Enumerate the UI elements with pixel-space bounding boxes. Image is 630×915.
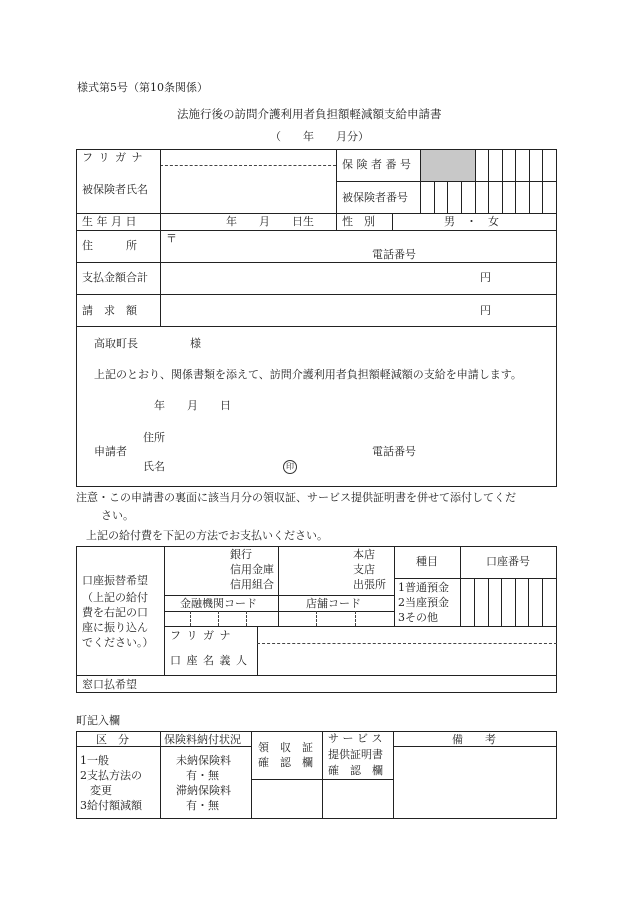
account-kind-option[interactable]: 3その他 (398, 611, 438, 624)
furigana-field[interactable] (162, 150, 334, 164)
category-option: 2支払方法の (80, 769, 142, 782)
claim-amount-field[interactable] (164, 298, 464, 322)
branch-type-option: 出張所 (353, 578, 386, 591)
town-section-title: 町記入欄 (76, 714, 120, 727)
premium-status-item: 有・無 (186, 769, 219, 782)
account-furigana-label: フ リ ガ ナ (170, 629, 232, 642)
transfer-label: 口座振替希望 (82, 574, 148, 587)
application-statement: 上記のとおり、関係書類を添えて、訪問介護利用者負担額軽減額の支給を申請します。 (94, 368, 522, 381)
insured-number-label: 被保険者番号 (342, 191, 408, 204)
premium-status-item: 未納保険料 (176, 754, 231, 767)
note-line-2: さい。 (101, 509, 134, 522)
service-check-header: サ ー ビ ス (328, 732, 383, 745)
seal-mark: 印 (283, 460, 297, 474)
premium-status-item: 有・無 (186, 799, 219, 812)
postal-mark: 〒 (166, 232, 177, 245)
addressee: 高取町長 (94, 337, 138, 350)
kind-header: 種目 (416, 555, 438, 568)
transfer-note: 費を右記の口 (82, 606, 148, 619)
form-number: 様式第5号（第10条関係） (77, 81, 208, 94)
branch-type-option: 支店 (353, 563, 375, 576)
branch-type-option: 本店 (353, 548, 375, 561)
premium-status-header: 保険料納付状況 (164, 733, 241, 746)
yen-unit: 円 (480, 304, 491, 317)
insured-name-label: 被保険者氏名 (82, 183, 148, 196)
category-option: 1一般 (80, 754, 109, 767)
total-amount-label: 支払金額合計 (82, 271, 148, 284)
address-label: 住 所 (82, 239, 137, 252)
total-amount-field[interactable] (164, 266, 464, 290)
applicant-name-label: 氏名 (143, 460, 165, 473)
service-check-header: 提供証明書 (328, 748, 383, 761)
remarks-header: 備 考 (452, 733, 496, 746)
insurer-number-label: 保 険 者 番 号 (342, 158, 411, 171)
claim-amount-label: 請 求 額 (82, 304, 137, 317)
account-holder-field[interactable] (260, 645, 554, 674)
account-number-header: 口座番号 (486, 555, 530, 568)
dob-value[interactable]: 年 月 日生 (226, 215, 314, 228)
applicant-label: 申請者 (94, 445, 127, 458)
bank-code-label: 金融機関コード (180, 597, 257, 610)
payment-instruction: 上記の給付費を下記の方法でお支払いください。 (86, 529, 328, 542)
account-kind-option[interactable]: 1普通預金 (398, 581, 449, 594)
transfer-note: 座に振り込ん (82, 621, 148, 634)
service-check-header: 確 認 欄 (328, 764, 383, 777)
bank-type-option: 信用金庫 (230, 563, 274, 576)
address-field[interactable] (178, 232, 548, 260)
yen-unit: 円 (480, 271, 491, 284)
receipt-check-header: 領 収 証 (258, 741, 313, 754)
note-line-1: 注意・この申請書の裏面に該当月分の領収証、サービス提供証明書を併せて添付してくだ (76, 491, 516, 504)
bank-name-field[interactable] (166, 548, 224, 593)
bank-type-option: 信用組合 (230, 578, 274, 591)
account-furigana-field[interactable] (260, 628, 554, 642)
applicant-address-label: 住所 (143, 431, 165, 444)
phone-label: 電話番号 (372, 248, 416, 261)
insured-name-field[interactable] (162, 167, 334, 212)
sex-options[interactable]: 男 ・ 女 (444, 215, 499, 228)
insurer-number-shaded (421, 150, 475, 181)
branch-code-label: 店舗コード (306, 597, 361, 610)
transfer-note: でください。） (82, 636, 154, 649)
premium-status-item: 滞納保険料 (176, 784, 231, 797)
window-payment-label[interactable]: 窓口払希望 (82, 678, 137, 691)
application-date[interactable]: 年 月 日 (154, 399, 231, 412)
applicant-phone-label: 電話番号 (372, 445, 416, 458)
period-line: （ 年 月分） (270, 130, 369, 143)
category-option: 変更 (90, 784, 112, 797)
category-header: 区 分 (96, 733, 129, 746)
receipt-check-header: 確 認 欄 (258, 756, 313, 769)
transfer-note: （上記の給付 (82, 591, 148, 604)
form-title: 法施行後の訪問介護利用者負担額軽減額支給申請書 (177, 107, 442, 121)
category-option: 3給付額減額 (80, 799, 142, 812)
account-holder-label: 口 座 名 義 人 (170, 654, 248, 667)
sex-label: 性 別 (342, 215, 375, 228)
dob-label: 生 年 月 日 (82, 215, 137, 228)
furigana-label: フ リ ガ ナ (82, 151, 144, 164)
account-kind-option[interactable]: 2当座預金 (398, 596, 449, 609)
honorific: 様 (190, 337, 201, 350)
bank-type-option: 銀行 (230, 548, 252, 561)
branch-name-field[interactable] (282, 548, 348, 593)
